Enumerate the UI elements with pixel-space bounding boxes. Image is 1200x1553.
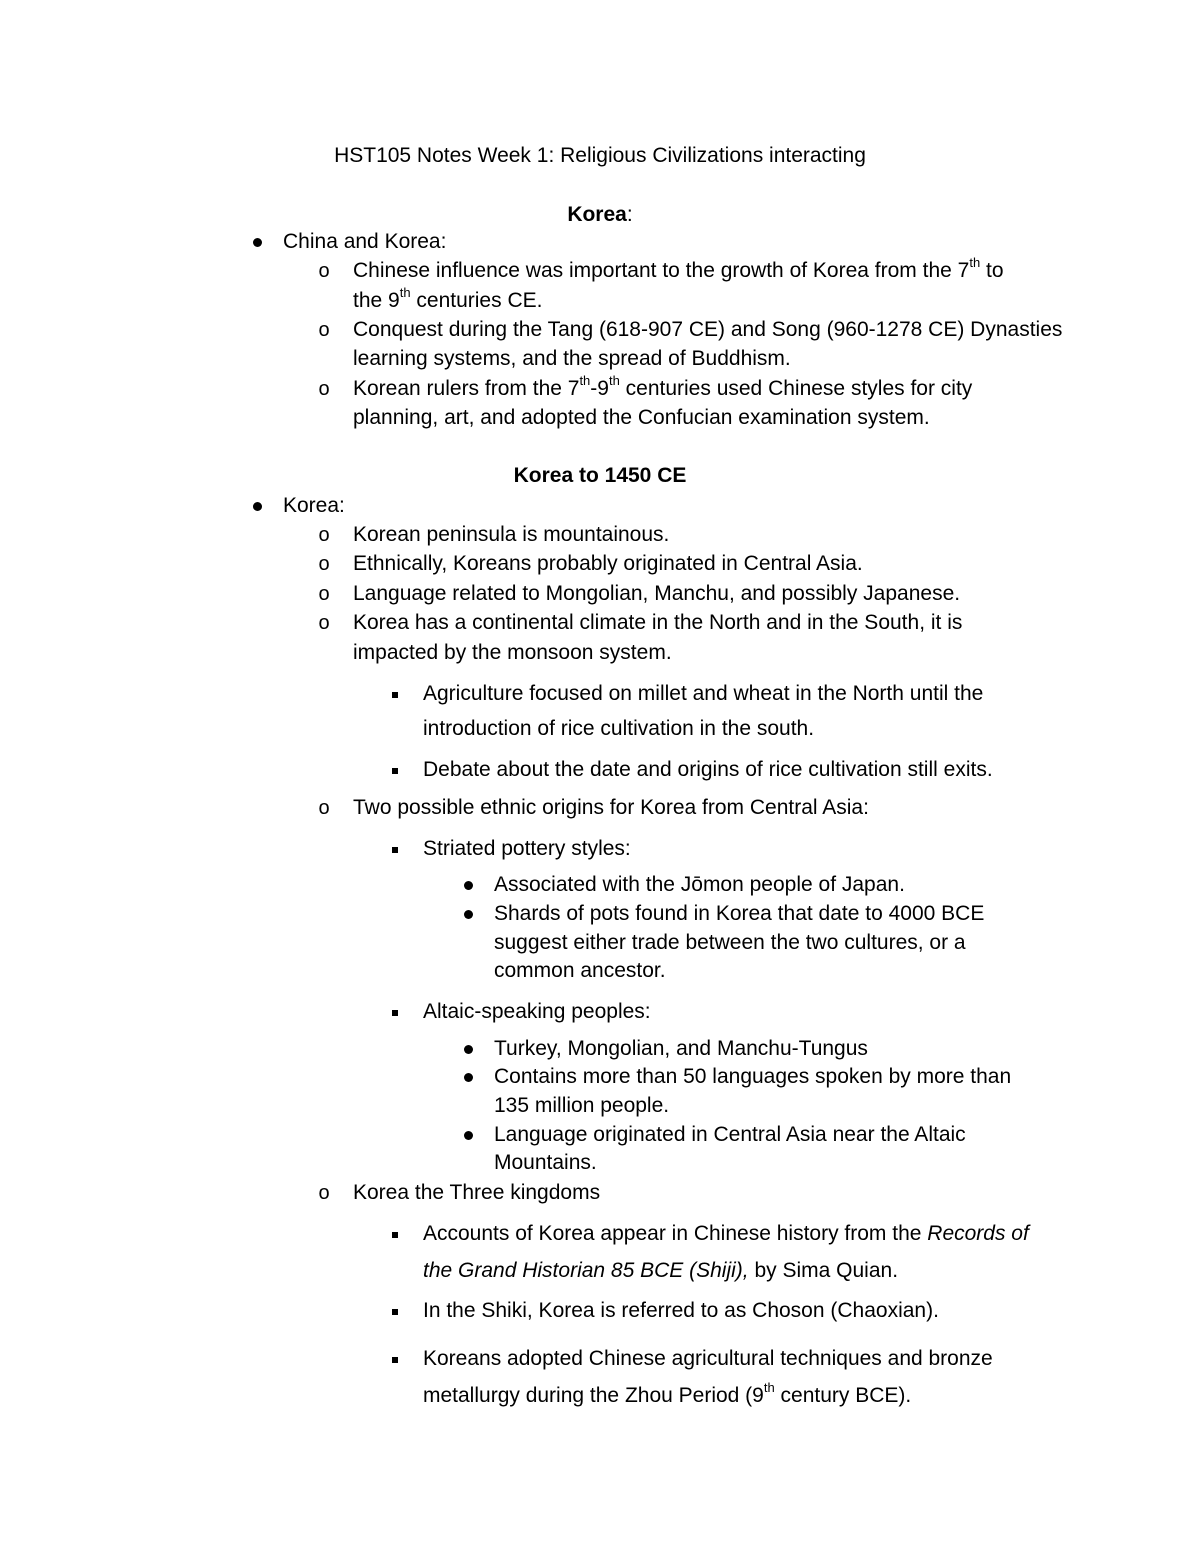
list-item-continued: 135 million people.	[494, 1094, 670, 1117]
bullet-dot	[464, 910, 473, 919]
list-item: Accounts of Korea appear in Chinese history from the Records of	[423, 1222, 1029, 1245]
list-item: Contains more than 50 languages spoken by more than	[494, 1065, 1012, 1088]
bullet-square	[392, 1010, 398, 1016]
list-item-continued: learning systems, and the spread of Buddhism.	[353, 347, 791, 370]
list-item: Turkey, Mongolian, and Manchu-Tungus	[494, 1037, 868, 1060]
list-item: Korea the Three kingdoms	[353, 1181, 601, 1204]
list-item: Agriculture focused on millet and wheat in the North until the	[423, 682, 984, 705]
bullet-dot	[253, 238, 262, 247]
bullet-square	[392, 1232, 398, 1238]
list-item: Koreans adopted Chinese agricultural techniques and bronze	[423, 1347, 993, 1370]
list-item: In the Shiki, Korea is referred to as Choson (Chaoxian).	[423, 1299, 939, 1322]
list-item: Conquest during the Tang (618-907 CE) and Song (960-1278 CE) Dynasties	[353, 318, 1063, 341]
list-item: Two possible ethnic origins for Korea from Central Asia:	[353, 796, 869, 819]
bullet-circle: o	[318, 797, 330, 819]
page-title: HST105 Notes Week 1: Religious Civilizations interacting	[334, 144, 866, 167]
bullet-square	[392, 768, 398, 774]
list-item-continued: the 9th centuries CE.	[353, 285, 543, 312]
list-item: Altaic-speaking peoples:	[423, 1000, 651, 1023]
list-item: Language related to Mongolian, Manchu, and possibly Japanese.	[353, 582, 961, 605]
list-item: Korean peninsula is mountainous.	[353, 523, 670, 546]
bullet-circle: o	[318, 524, 330, 546]
list-item: Korea has a continental climate in the North and in the South, it is	[353, 611, 963, 634]
bullet-dot	[464, 881, 473, 890]
list-item-continued: introduction of rice cultivation in the south.	[423, 717, 815, 740]
bullet-circle: o	[318, 612, 330, 634]
list-item: Striated pottery styles:	[423, 837, 631, 860]
section-heading-korea-to-1450: Korea to 1450 CE	[513, 464, 687, 487]
list-item: Korean rulers from the 7th-9th centuries used Chinese styles for city	[353, 373, 973, 400]
list-item: Associated with the Jōmon people of Japan.	[494, 873, 905, 896]
list-item: Chinese influence was important to the growth of Korea from the 7th to	[353, 255, 1004, 282]
bullet-dot	[464, 1045, 473, 1054]
list-item: Debate about the date and origins of rice cultivation still exits.	[423, 758, 993, 781]
list-item-continued: impacted by the monsoon system.	[353, 641, 672, 664]
bullet-circle: o	[318, 260, 330, 282]
list-item-continued: Mountains.	[494, 1151, 597, 1174]
list-item-continued: the Grand Historian 85 BCE (Shiji), by Sima Quian.	[423, 1259, 899, 1282]
bullet-circle: o	[318, 378, 330, 400]
bullet-circle: o	[318, 319, 330, 341]
bullet-circle: o	[318, 1182, 330, 1204]
bullet-dot	[253, 502, 262, 511]
bullet-dot	[464, 1131, 473, 1140]
list-item: Shards of pots found in Korea that date to 4000 BCE	[494, 902, 985, 925]
list-item-continued: suggest either trade between the two cultures, or a	[494, 931, 966, 954]
list-item: Ethnically, Koreans probably originated in Central Asia.	[353, 552, 863, 575]
bullet-circle: o	[318, 583, 330, 605]
list-item: Language originated in Central Asia near the Altaic	[494, 1123, 966, 1146]
list-item-continued: common ancestor.	[494, 959, 666, 982]
list-item-continued: metallurgy during the Zhou Period (9th century BCE).	[423, 1380, 912, 1407]
list-item: Korea:	[283, 494, 345, 517]
bullet-square	[392, 692, 398, 698]
bullet-square	[392, 1357, 398, 1363]
bullet-dot	[464, 1073, 473, 1082]
bullet-circle: o	[318, 553, 330, 575]
section-heading-korea: Korea:	[567, 203, 633, 226]
bullet-square	[392, 1309, 398, 1315]
bullet-square	[392, 847, 398, 853]
list-item-continued: planning, art, and adopted the Confucian examination system.	[353, 406, 930, 429]
list-item: China and Korea:	[283, 230, 447, 253]
